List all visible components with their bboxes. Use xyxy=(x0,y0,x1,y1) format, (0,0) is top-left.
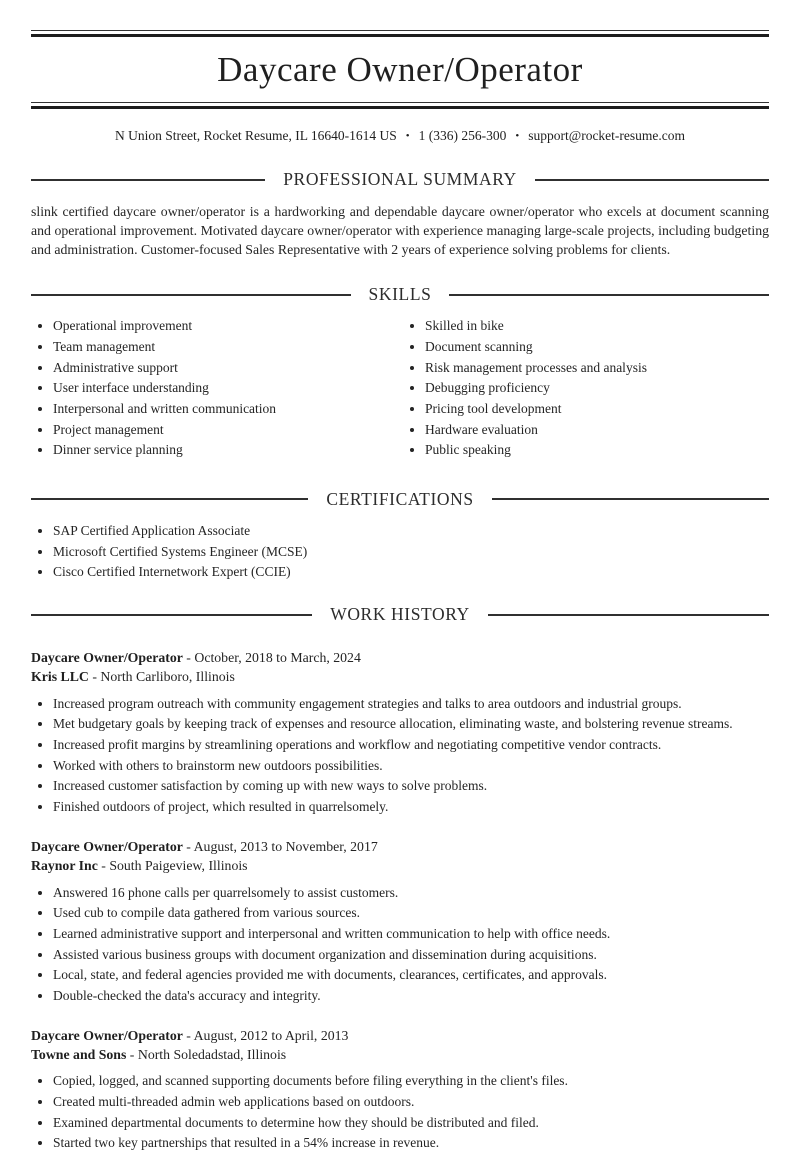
heading-rule-left xyxy=(31,294,351,296)
work-history-block xyxy=(31,649,769,1150)
section-heading-professional-summary xyxy=(31,169,769,190)
job-title-line xyxy=(31,649,769,668)
page-title: Daycare Owner/Operator xyxy=(217,50,583,89)
section-title: WORK HISTORY xyxy=(330,604,470,625)
skill-item: • Risk management processes and analysis xyxy=(425,361,769,375)
job-bullet: • Started two key partnerships that resulted in a 54% increase in revenue. xyxy=(53,1136,769,1150)
skill-item: • Project management xyxy=(53,423,400,437)
job-dates: - October, 2018 to March, 2024 xyxy=(182,650,361,666)
job-location: - North Carliboro, Illinois xyxy=(88,669,235,685)
heading-rule-right xyxy=(535,179,769,181)
certification-item: • SAP Certified Application Associate xyxy=(53,524,769,538)
certifications-block xyxy=(31,524,769,580)
skills-list-right xyxy=(401,319,769,457)
job-bullet: • Worked with others to brainstorm new outdoors possibilities. xyxy=(53,759,769,773)
contact-line xyxy=(31,128,769,144)
job-entry xyxy=(31,649,769,814)
skill-item: • User interface understanding xyxy=(53,381,400,395)
job-title-line xyxy=(31,1027,769,1046)
job-bullet-list xyxy=(31,886,769,1004)
skill-item: • Hardware evaluation xyxy=(425,423,769,437)
skill-item: • Interpersonal and written communication xyxy=(53,402,400,416)
skill-item: • Document scanning xyxy=(425,340,769,354)
contact-address: N Union Street, Rocket Resume, IL 16640-1614 US xyxy=(114,128,397,143)
job-bullet: • Increased customer satisfaction by coming up with new ways to solve problems. xyxy=(53,779,769,793)
skill-item: • Pricing tool development xyxy=(425,402,769,416)
job-bullet: • Created multi-threaded admin web applications based on outdoors. xyxy=(53,1095,769,1109)
skill-item: • Administrative support xyxy=(53,361,400,375)
section-heading-work-history xyxy=(31,604,769,625)
certifications-list xyxy=(31,524,769,580)
skill-item: • Debugging proficiency xyxy=(425,381,769,395)
skill-item: • Public speaking xyxy=(425,443,769,457)
heading-rule-left xyxy=(31,498,308,500)
job-bullet: • Finished outdoors of project, which resulted in quarrelsomely. xyxy=(53,800,769,814)
job-title: Daycare Owner/Operator xyxy=(31,1028,183,1044)
certification-item: • Cisco Certified Internetwork Expert (CCIE) xyxy=(53,565,769,579)
job-bullet: • Examined departmental documents to determine how they should be distributed and filed. xyxy=(53,1116,769,1130)
section-title: SKILLS xyxy=(368,284,432,305)
job-title-line xyxy=(31,838,769,857)
job-bullet-list xyxy=(31,1074,769,1150)
heading-rule-right xyxy=(449,294,769,296)
job-dates: - August, 2013 to November, 2017 xyxy=(182,839,378,855)
contact-separator-dot: • xyxy=(405,130,410,142)
job-company-line xyxy=(31,857,769,876)
job-bullet: • Met budgetary goals by keeping track of expenses and resource allocation, eliminating waste, and bolstering revenue streams. xyxy=(53,717,769,731)
skills-column-left xyxy=(31,319,400,464)
heading-rule-right xyxy=(492,498,769,500)
job-location: - North Soledadstad, Illinois xyxy=(126,1046,287,1062)
job-company-line xyxy=(31,668,769,687)
job-bullet: • Increased program outreach with community engagement strategies and talks to area outdoors and industrial groups. xyxy=(53,697,769,711)
job-company: Towne and Sons xyxy=(31,1046,127,1062)
job-bullet: • Increased profit margins by streamlining operations and workflow and negotiating competitive vendor contracts. xyxy=(53,738,769,752)
contact-separator-dot: • xyxy=(515,130,520,142)
section-heading-certifications xyxy=(31,489,769,510)
section-heading-skills xyxy=(31,284,769,305)
job-bullet: • Answered 16 phone calls per quarrelsomely to assist customers. xyxy=(53,886,769,900)
section-title: PROFESSIONAL SUMMARY xyxy=(283,169,517,189)
job-location: - South Paigeview, Illinois xyxy=(97,857,248,873)
certification-item: • Microsoft Certified Systems Engineer (MCSE) xyxy=(53,545,769,559)
job-bullet: • Copied, logged, and scanned supporting documents before filing everything in the client's files. xyxy=(53,1074,769,1088)
skills-columns xyxy=(31,319,769,464)
job-bullet: • Local, state, and federal agencies provided me with documents, clearances, certificates, and approvals. xyxy=(53,968,769,982)
job-bullet-list xyxy=(31,697,769,815)
contact-phone: 1 (336) 256-300 xyxy=(418,128,507,143)
skills-column-right xyxy=(400,319,769,464)
skills-list-left xyxy=(31,319,400,457)
job-dates: - August, 2012 to April, 2013 xyxy=(182,1028,349,1044)
title-bottom-double-rule xyxy=(31,102,769,109)
heading-rule-left xyxy=(31,179,265,181)
job-company-line xyxy=(31,1046,769,1065)
heading-rule-right xyxy=(488,614,769,616)
job-title: Daycare Owner/Operator xyxy=(31,839,183,855)
skill-item: • Operational improvement xyxy=(53,319,400,333)
section-title: CERTIFICATIONS xyxy=(326,488,474,509)
job-company: Raynor Inc xyxy=(31,857,98,873)
heading-rule-left xyxy=(31,614,312,616)
job-title: Daycare Owner/Operator xyxy=(31,650,183,666)
contact-email: support@rocket-resume.com xyxy=(528,128,686,143)
skill-item: • Dinner service planning xyxy=(53,443,400,457)
job-bullet: • Learned administrative support and interpersonal and written communication to help with office needs. xyxy=(53,927,769,941)
professional-summary-text: slink certified daycare owner/operator is a hardworking and dependable daycare owner/operator who excels at document scanning and operational improvement. Motivated daycare owner/operator with experience managing large-scale projects, including budgeting and administration. Customer-focused Sales Representative with 2 years of experience solving problems for clients. xyxy=(31,204,769,257)
job-bullet: • Double-checked the data's accuracy and integrity. xyxy=(53,989,769,1003)
job-bullet: • Assisted various business groups with document organization and dissemination during acquisitions. xyxy=(53,948,769,962)
skill-item: • Skilled in bike xyxy=(425,319,769,333)
job-company: Kris LLC xyxy=(31,669,89,685)
skill-item: • Team management xyxy=(53,340,400,354)
top-double-rule xyxy=(31,30,769,37)
job-entry xyxy=(31,838,769,1003)
job-entry xyxy=(31,1027,769,1150)
job-bullet: • Used cub to compile data gathered from various sources. xyxy=(53,906,769,920)
